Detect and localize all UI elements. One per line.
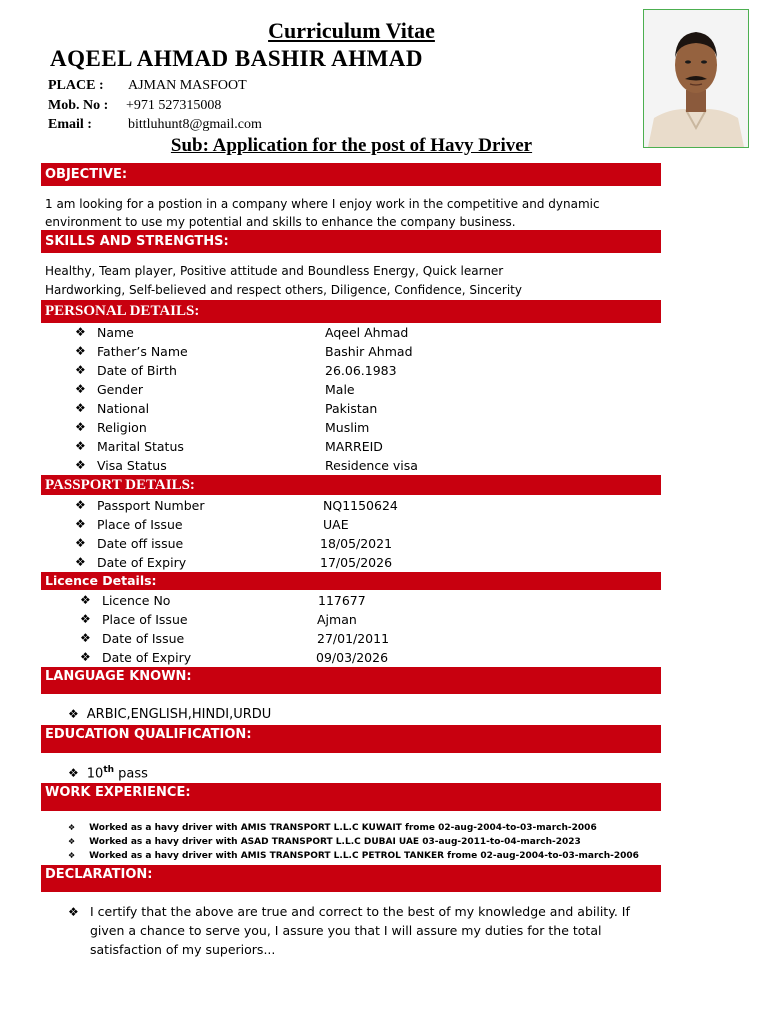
row-label: Date of Birth [97, 363, 177, 378]
work-experience-heading: WORK EXPERIENCE: [41, 783, 661, 811]
diamond-bullet-icon: ❖ [80, 631, 91, 645]
work-item [68, 851, 658, 861]
row-value: Male [325, 382, 355, 397]
objective-heading: OBJECTIVE: [41, 163, 661, 186]
declaration-heading: DECLARATION: [41, 865, 661, 892]
passport-row-issue-date [75, 534, 635, 553]
diamond-bullet-icon: ❖ [75, 536, 86, 550]
work-item [68, 837, 658, 847]
diamond-bullet-icon: ❖ [80, 612, 91, 626]
diamond-bullet-icon: ❖ [68, 823, 76, 832]
diamond-bullet-icon: ❖ [75, 498, 86, 512]
row-label: Licence No [102, 593, 171, 608]
row-value: MARREID [325, 439, 383, 454]
row-value: Aqeel Ahmad [325, 325, 409, 340]
diamond-bullet-icon: ❖ [68, 851, 76, 860]
diamond-bullet-icon: ❖ [75, 382, 86, 396]
row-label: National [97, 401, 150, 416]
education-value: 10 [86, 766, 104, 782]
licence-row-expiry [80, 648, 640, 667]
row-value: 26.06.1983 [325, 363, 397, 378]
applicant-photo [643, 9, 749, 148]
personal-row-name [75, 323, 635, 342]
row-value: Pakistan [325, 401, 378, 416]
diamond-bullet-icon: ❖ [75, 517, 86, 531]
email-label: Email : [48, 117, 92, 132]
diamond-bullet-icon: ❖ [68, 837, 76, 846]
personal-row-religion [75, 418, 635, 437]
diamond-bullet-icon: ❖ [75, 420, 86, 434]
row-label: Passport Number [97, 498, 205, 513]
row-label: Religion [97, 420, 147, 435]
place-label: PLACE : [48, 78, 104, 93]
row-value: NQ1150624 [323, 498, 398, 513]
row-label: Father’s Name [97, 344, 188, 359]
diamond-bullet-icon: ❖ [68, 905, 79, 919]
row-label: Date of Issue [102, 631, 185, 646]
row-value: 09/03/2026 [316, 650, 389, 665]
work-item-text: Worked as a havy driver with AMIS TRANSPORT L.L.C KUWAIT frome 02-aug-2004-to-03-march-2006 [89, 823, 597, 833]
diamond-bullet-icon: ❖ [80, 593, 91, 607]
applicant-name: AQEEL AHMAD BASHIR AHMAD [50, 46, 424, 71]
declaration-text: I certify that the above are true and correct to the best of my knowledge and ability. If given a chance to serve you, I assure you that I will assure my duties for the total satisfaction of my superiors... [90, 904, 630, 957]
diamond-bullet-icon: ❖ [75, 458, 86, 472]
language-value: ARBIC,ENGLISH,HINDI,URDU [86, 707, 272, 722]
passport-row-expiry [75, 553, 635, 572]
diamond-bullet-icon: ❖ [75, 555, 86, 569]
portrait-image [644, 10, 748, 147]
work-item-text: Worked as a havy driver with AMIS TRANSPORT L.L.C PETROL TANKER frome 02-aug-2004-to-03-march-2006 [89, 851, 639, 861]
personal-row-father [75, 342, 635, 361]
passport-details-heading: PASSPORT DETAILS: [41, 475, 661, 495]
mobile-value: +971 527315008 [126, 98, 222, 113]
row-label: Name [97, 325, 134, 340]
cv-title: Curriculum Vitae [268, 18, 435, 43]
row-label: Place of Issue [102, 612, 188, 627]
personal-row-visa [75, 456, 635, 475]
objective-text: 1 am looking for a postion in a company where I enjoy work in the competitive and dynamic environment to use my potential and skills to enhance the company business. [45, 197, 600, 229]
row-value: UAE [323, 517, 349, 532]
place-value: AJMAN MASFOOT [128, 78, 247, 93]
language-item [68, 707, 271, 722]
education-item [68, 765, 148, 781]
work-item-text: Worked as a havy driver with ASAD TRANSPORT L.L.C DUBAI UAE 03-aug-2011-to-04-march-2023 [89, 837, 581, 847]
row-label: Marital Status [97, 439, 184, 454]
personal-row-dob [75, 361, 635, 380]
mobile-label: Mob. No : [48, 98, 109, 113]
row-label: Visa Status [97, 458, 167, 473]
education-superscript: th [103, 765, 115, 775]
email-value: bittluhunt8@gmail.com [128, 117, 262, 132]
education-value-suffix: pass [114, 766, 148, 782]
row-label: Date of Expiry [97, 555, 187, 570]
diamond-bullet-icon: ❖ [68, 707, 79, 721]
row-value: 18/05/2021 [320, 536, 393, 551]
licence-details-heading: Licence Details: [41, 572, 661, 590]
row-value: Residence visa [325, 458, 418, 473]
row-value: 17/05/2026 [320, 555, 393, 570]
language-heading: LANGUAGE KNOWN: [41, 667, 661, 694]
diamond-bullet-icon: ❖ [75, 401, 86, 415]
education-heading: EDUCATION QUALIFICATION: [41, 725, 661, 753]
row-label: Gender [97, 382, 144, 397]
row-label: Place of Issue [97, 517, 183, 532]
licence-row-place [80, 610, 640, 629]
skills-line-1: Healthy, Team player, Positive attitude and Boundless Energy, Quick learner [45, 264, 504, 278]
row-label: Date off issue [97, 536, 184, 551]
licence-row-number [80, 591, 640, 610]
row-value: Muslim [325, 420, 370, 435]
row-value: Ajman [317, 612, 357, 627]
personal-row-national [75, 399, 635, 418]
diamond-bullet-icon: ❖ [75, 344, 86, 358]
row-value: Bashir Ahmad [325, 344, 413, 359]
personal-row-marital [75, 437, 635, 456]
personal-row-gender [75, 380, 635, 399]
diamond-bullet-icon: ❖ [75, 325, 86, 339]
diamond-bullet-icon: ❖ [80, 650, 91, 664]
diamond-bullet-icon: ❖ [75, 363, 86, 377]
passport-row-number [75, 496, 635, 515]
diamond-bullet-icon: ❖ [75, 439, 86, 453]
subject-line: Sub: Application for the post of Havy Driver [170, 135, 533, 156]
licence-row-issue-date [80, 629, 640, 648]
diamond-bullet-icon: ❖ [68, 766, 79, 781]
row-value: 27/01/2011 [317, 631, 390, 646]
passport-row-place [75, 515, 635, 534]
work-item [68, 823, 658, 833]
skills-heading: SKILLS AND STRENGTHS: [41, 230, 661, 253]
personal-details-heading: PERSONAL DETAILS: [41, 300, 661, 323]
skills-line-2: Hardworking, Self-believed and respect others, Diligence, Confidence, Sincerity [45, 283, 522, 297]
row-label: Date of Expiry [102, 650, 192, 665]
declaration-item [68, 902, 668, 959]
row-value: 117677 [318, 593, 366, 608]
